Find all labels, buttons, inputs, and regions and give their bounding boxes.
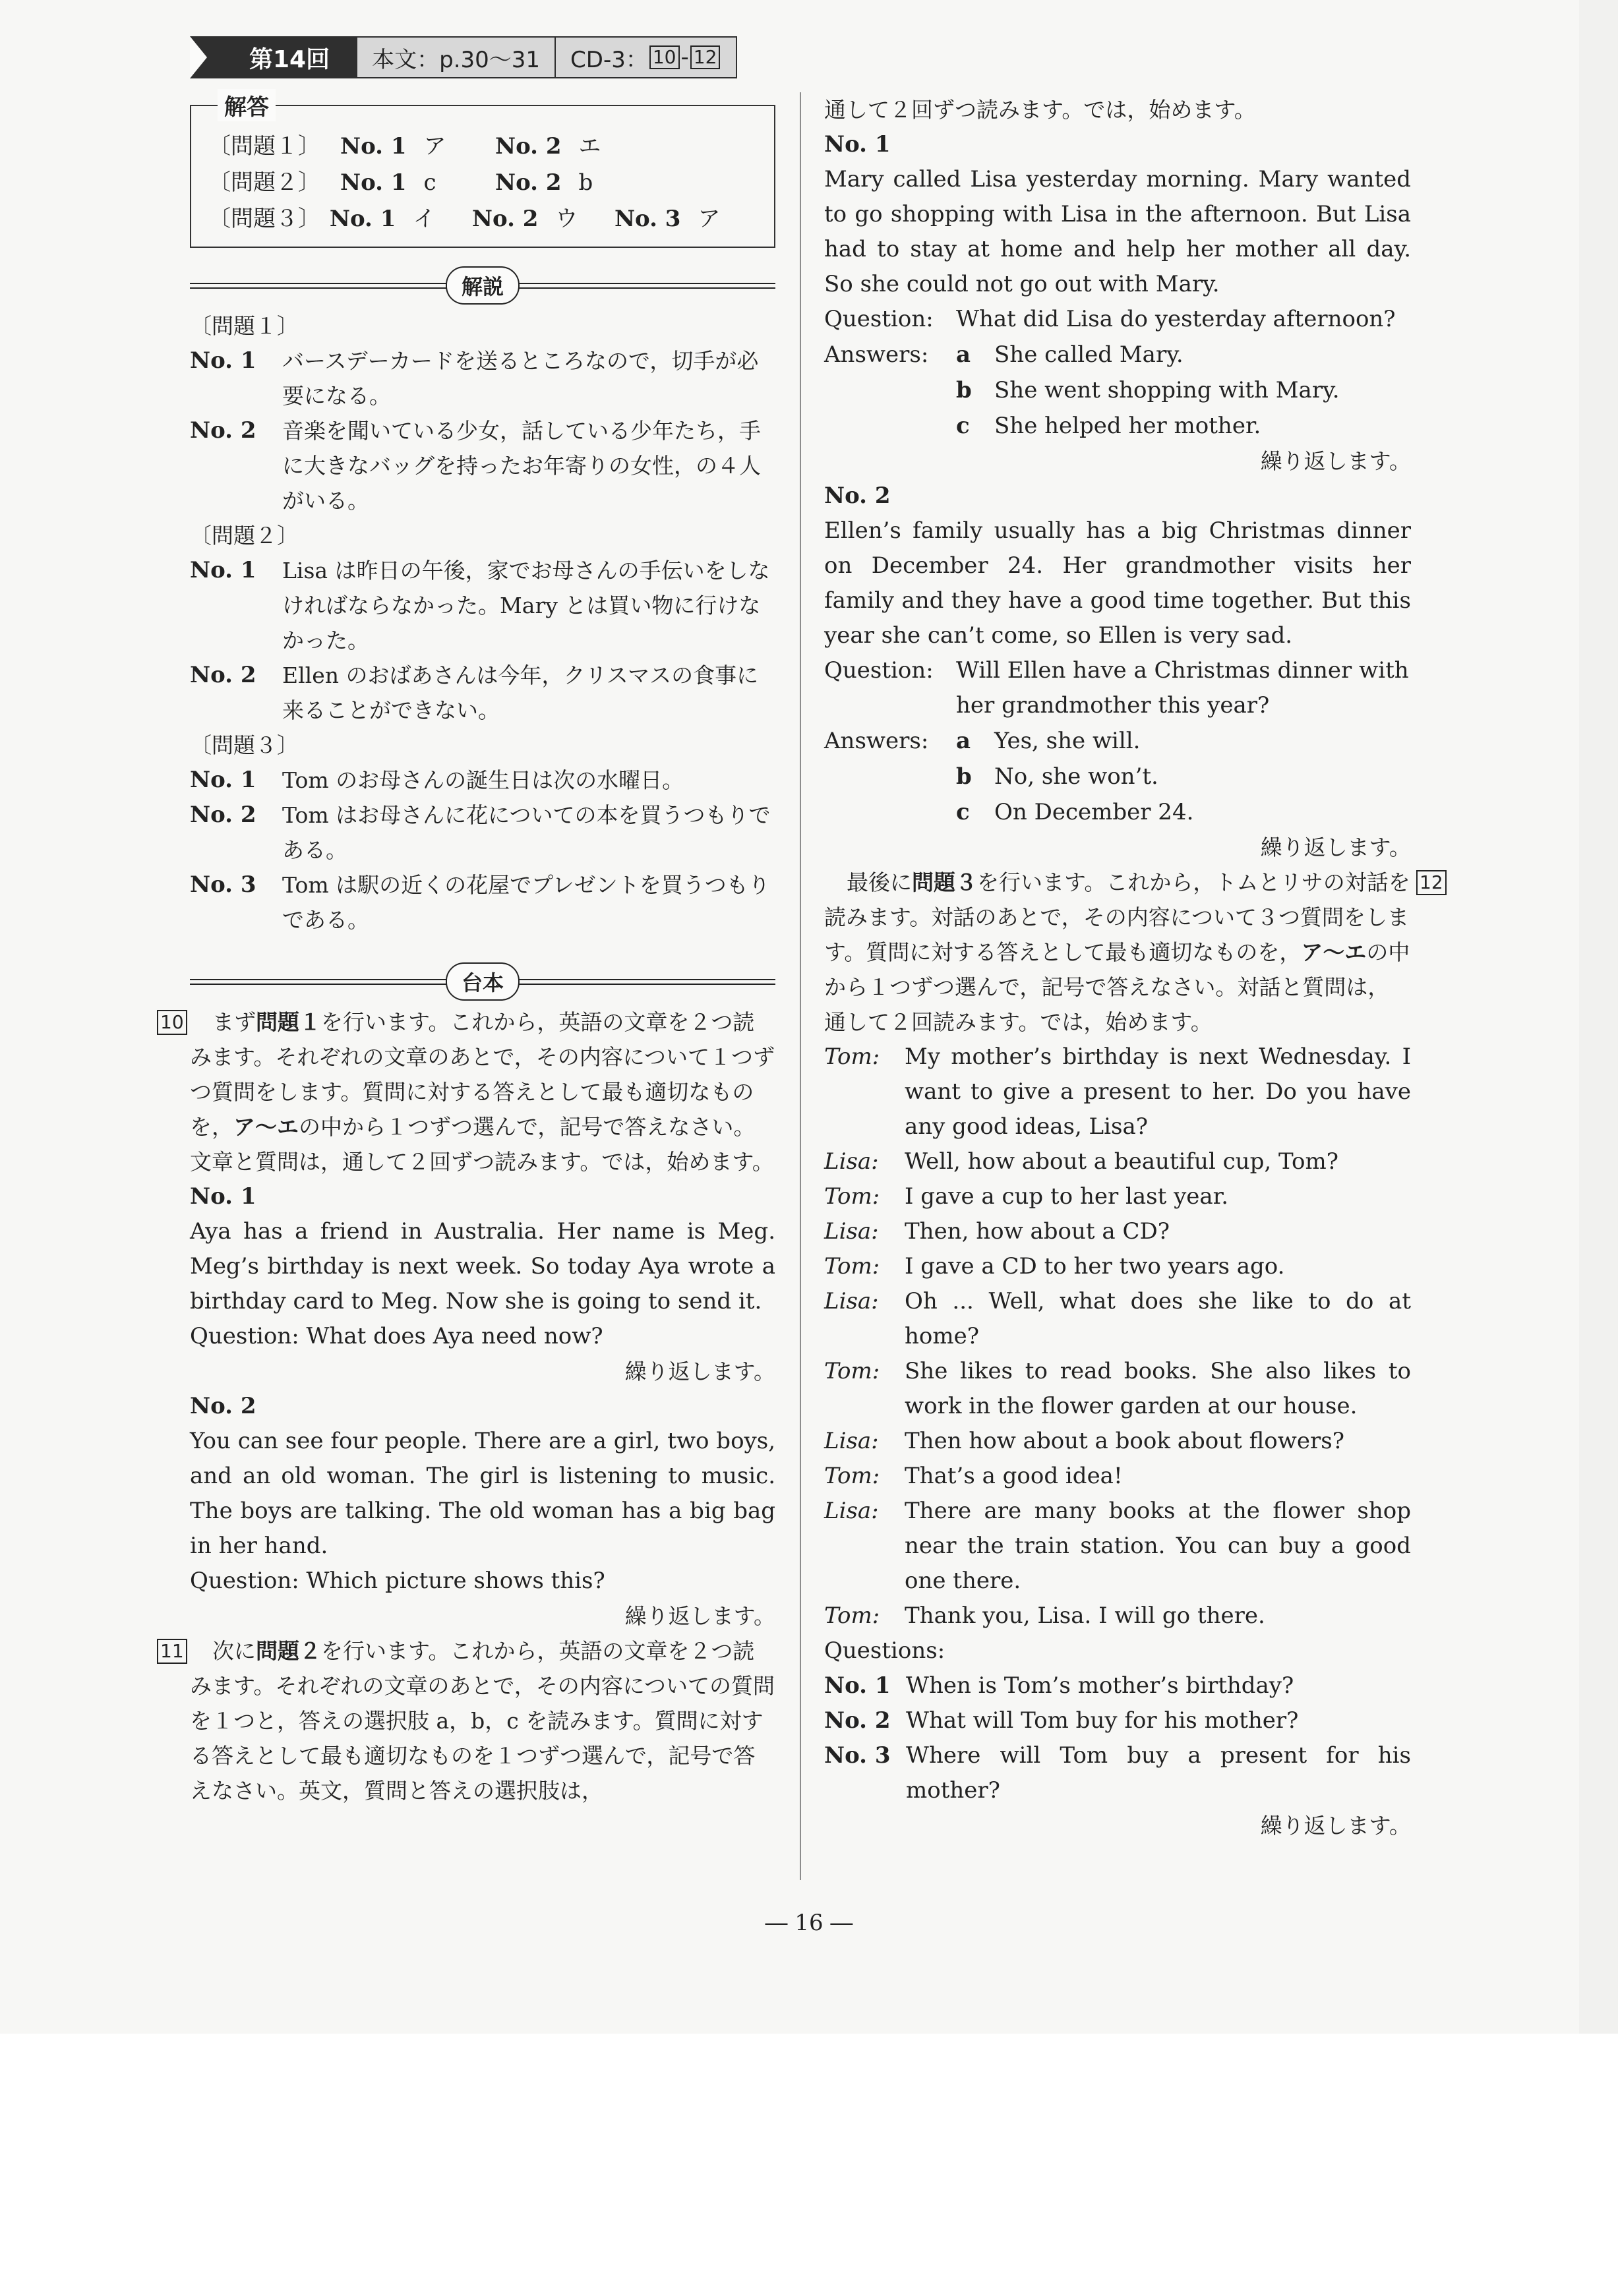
answer-row: 〔問題３〕 No. 1 イ No. 2 ウ No. 3 ア — [208, 206, 721, 232]
explanation-item: No. 1 バースデーカードを送るところなので，切手が必要になる。 — [190, 347, 759, 409]
answer-choice: Answers: a Yes, she will. — [824, 728, 1141, 754]
answer-choice: Answers: a She called Mary. — [824, 341, 1184, 368]
text-reference: 本文：p.30〜31 — [356, 36, 556, 78]
explanation-divider — [190, 265, 775, 303]
passage-number: No. 2 — [824, 483, 891, 509]
page-margin — [0, 2034, 1618, 2296]
passage-question: Question: Will Ellen have a Christmas dinner with her grandmother this year? — [824, 657, 1409, 719]
questions-label: Questions: — [824, 1637, 945, 1664]
passage-number: No. 1 — [190, 1183, 256, 1210]
part1-intro: まず問題１を行います。これから，英語の文章を２つ読みます。それぞれの文章のあとで，その内容について１つずつ質問をします。質問に対する答えとして最も適切なものを，ア〜エの中から１つずつ選んで，記号で答えなさい。文章と質問は，通して２回ずつ読みます。では，始めます。 — [190, 1009, 775, 1175]
dialogue-line: Lisa: Then how about a book about flowers? — [824, 1428, 1344, 1454]
dialogue-line: Tom: She likes to read books. She also likes to work in the flower garden at our house. — [824, 1358, 1411, 1419]
q1-label: 〔問題１〕 — [190, 313, 299, 339]
repeat-note: 繰り返します。 — [1260, 835, 1411, 860]
passage-text: You can see four people. There are a girl, two boys, and an old woman. The girl is listening to music. The boys are talking. The old woman has a big bag in her hand. — [190, 1428, 775, 1559]
dialogue — [824, 1040, 1411, 1634]
repeat-note: 繰り返します。 — [1260, 1813, 1411, 1839]
q2-label: 〔問題２〕 — [190, 523, 299, 548]
answer-box — [190, 94, 775, 248]
scan-edge — [1579, 0, 1618, 2034]
repeat-note: 繰り返します。 — [624, 1603, 775, 1629]
question-item: No. 1 When is Tom’s mother’s birthday? — [824, 1672, 1294, 1699]
explanation-item: No. 2 Ellen のおばあさんは今年，クリスマスの食事に来ることができない。 — [190, 662, 759, 723]
repeat-note: 繰り返します。 — [1260, 448, 1411, 474]
passage-question: Question: What does Aya need now? — [190, 1323, 603, 1349]
question-item: No. 3 Where will Tom buy a present for his mother? — [824, 1742, 1411, 1804]
dialogue-line: Tom: I gave a CD to her two years ago. — [824, 1253, 1285, 1280]
dialogue-line: Lisa: There are many books at the flower shop near the train station. You can buy a good one there. — [824, 1498, 1411, 1594]
track-marker-10: 10 — [157, 1010, 187, 1035]
script-part1 — [160, 1005, 775, 1634]
column-divider — [800, 92, 801, 1880]
explanation-item: No. 2 Tom はお母さんに花についての本を買うつもりである。 — [190, 802, 771, 863]
passage-number: No. 2 — [190, 1393, 256, 1419]
answer-box-title: 解答 — [218, 89, 276, 121]
dialogue-line: Tom: Thank you, Lisa. I will go there. — [824, 1603, 1265, 1629]
passage-number: No. 1 — [824, 131, 891, 158]
q3-label: 〔問題３〕 — [190, 732, 299, 758]
passage-question: Question: Which picture shows this? — [190, 1568, 605, 1594]
script-part3 — [824, 865, 1443, 1040]
answer-choice: b No, she won’t. — [956, 763, 1158, 790]
dialogue-line: Tom: That’s a good idea! — [824, 1463, 1123, 1489]
lesson-header — [190, 36, 775, 78]
explanation-item: No. 1 Tom のお母さんの誕生日は次の水曜日。 — [190, 767, 684, 793]
answer-row: 〔問題２〕 No. 1 c No. 2 b — [208, 169, 593, 196]
repeat-note: 繰り返します。 — [624, 1359, 775, 1384]
explanation-item: No. 2 音楽を聞いている少女，話している少年たち，手に大きなバッグを持ったお年寄りの女性，の４人がいる。 — [190, 417, 761, 514]
script-title: 台本 — [446, 962, 520, 1001]
page-number: ― 16 ― — [765, 1910, 853, 1936]
answer-row: 〔問題１〕 No. 1 ア No. 2 エ — [208, 133, 601, 160]
explanation-item: No. 1 Lisa は昨日の午後，家でお母さんの手伝いをしなければならなかった。Mary とは買い物に行けなかった。 — [190, 557, 770, 653]
dialogue-line: Lisa: Well, how about a beautiful cup, Tom? — [824, 1148, 1338, 1175]
right-column — [824, 92, 1443, 1843]
part3-intro: 最後に問題３を行います。これから，トムとリサの対話を読みます。対話のあとで，その内容について３つ質問をします。質問に対する答えとして最も適切なものを，ア〜エの中から１つずつ選んで，記号で答えなさい。対話と質問は，通して２回読みます。では，始めます。 — [824, 869, 1410, 1035]
explanation-title: 解説 — [446, 266, 520, 305]
passage-text: Ellen’s family usually has a big Christmas dinner on December 24. Her grandmother visits her family and they have a good time together. But this year she can’t come, so Ellen is very sad. — [824, 517, 1411, 649]
script-part2-intro: 11 次に問題２を行います。これから，英語の文章を２つ読みます。それぞれの文章のあとで，その内容についての質問を１つと，答えの選択肢 a，b，c を読みます。質問に対する答えとして最も適切なものを１つずつ選んで，記号で答えなさい。英文，質問と答えの選択肢は， — [190, 1634, 775, 1808]
passage-question: Question: What did Lisa do yesterday afternoon? — [824, 306, 1396, 332]
answer-choice: c She helped her mother. — [956, 413, 1261, 439]
left-column — [160, 36, 775, 1808]
track-marker-11: 11 — [157, 1639, 187, 1664]
passage-text: Aya has a friend in Australia. Her name is Meg. Meg’s birthday is next week. So today Aya wrote a birthday card to Meg. Now she is going to send it. — [190, 1218, 775, 1314]
part2-intro-continued: 通して２回ずつ読みます。では，始めます。 — [824, 97, 1256, 123]
passage-text: Mary called Lisa yesterday morning. Mary wanted to go shopping with Lisa in the afternoon. But Lisa had to stay at home and help her mother all day. So she could not go out with Mary. — [824, 166, 1411, 297]
track-marker-12: 12 — [1416, 870, 1447, 895]
answer-choice: c On December 24. — [956, 799, 1194, 825]
answer-choice: b She went shopping with Mary. — [956, 377, 1340, 403]
lesson-number: 第14回 — [190, 36, 356, 78]
dialogue-line: Lisa: Oh ... Well, what does she like to do at home? — [824, 1288, 1411, 1349]
script-divider — [190, 961, 775, 999]
question-item: No. 2 What will Tom buy for his mother? — [824, 1707, 1299, 1734]
dialogue-line: Tom: My mother’s birthday is next Wednesday. I want to give a present to her. Do you have any good ideas, Lisa? — [824, 1044, 1411, 1140]
cd-reference: CD-3： 10 - 12 — [556, 36, 737, 78]
dialogue-line: Tom: I gave a cup to her last year. — [824, 1183, 1229, 1210]
dialogue-line: Lisa: Then, how about a CD? — [824, 1218, 1170, 1245]
explanation-item: No. 3 Tom は駅の近くの花屋でプレゼントを買うつもりである。 — [190, 871, 770, 933]
